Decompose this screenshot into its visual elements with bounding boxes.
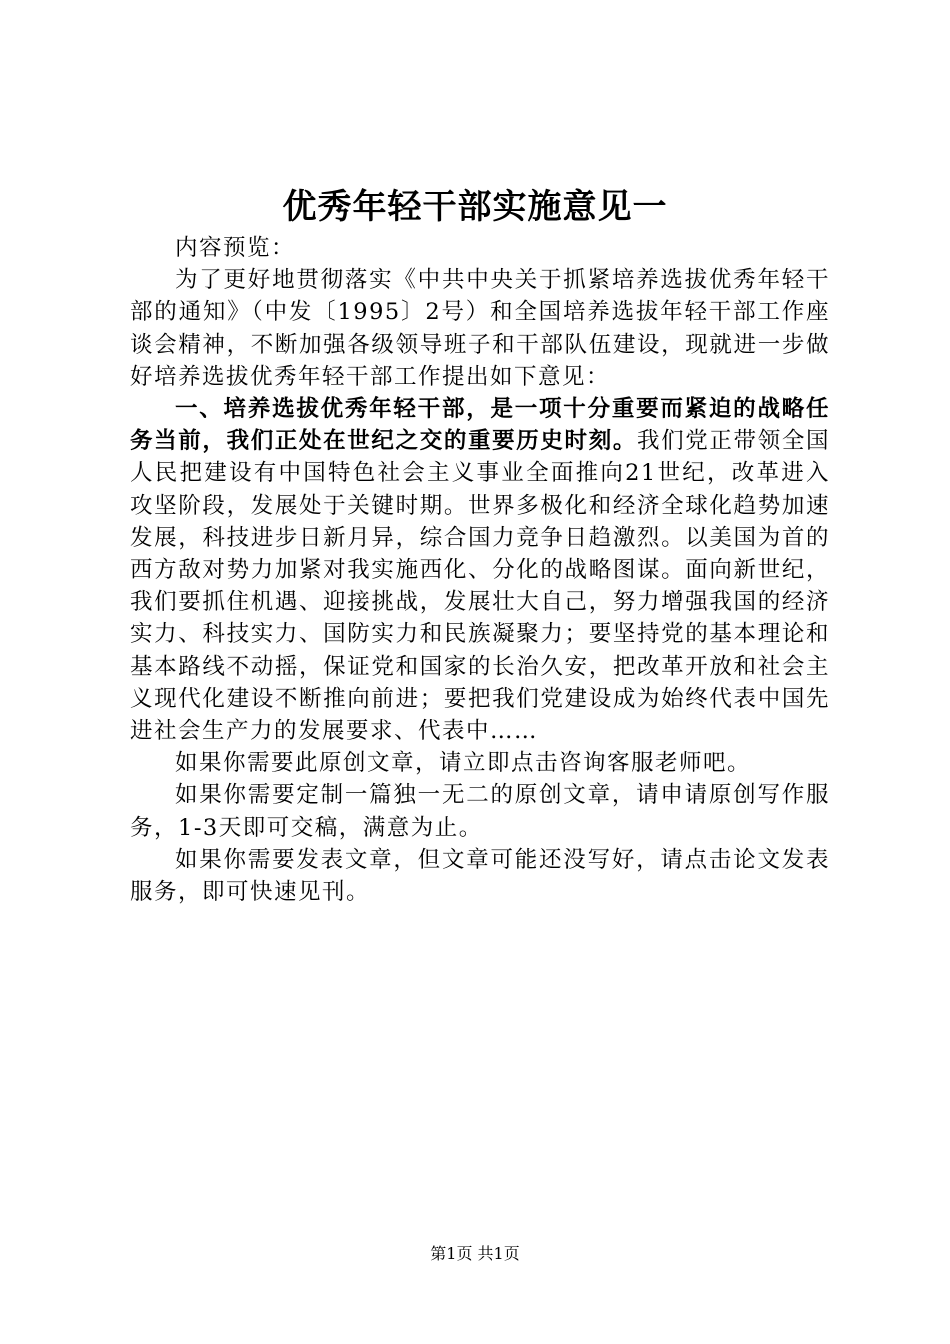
- section-1-heading: 一、培养选拔优秀年轻干部，是一项十分重要而紧迫的战略任务当前，我们正处在世纪之交的重要历史时刻。: [130, 396, 830, 455]
- notice-original-article: 如果你需要此原创文章，请立即点击咨询客服老师吧。: [175, 750, 752, 777]
- notice-publishing-service: 如果你需要发表文章，但文章可能还没写好，请点击论文发表服务，即可快速见刊。: [130, 846, 830, 906]
- intro-paragraph: 为了更好地贯彻落实《中共中央关于抓紧培养选拔优秀年轻干部的通知》（中发〔1995〕2号）和全国培养选拔年轻干部工作座谈会精神，不断加强各级领导班子和干部队伍建设，现就进一步做好培养选拔优秀年轻干部工作提出如下意见：: [130, 267, 830, 390]
- preview-label: 内容预览：: [175, 235, 296, 261]
- notice-custom-writing: 如果你需要定制一篇独一无二的原创文章，请申请原创写作服务，1-3天即可交稿，满意为止。: [130, 782, 830, 841]
- page-footer: 第1页 共1页: [430, 1244, 520, 1263]
- section-1-paragraph: [130, 393, 830, 747]
- document-title: 优秀年轻干部实施意见一: [282, 187, 668, 227]
- document-body: [130, 232, 830, 908]
- section-1-body: 我们党正带领全国人民把建设有中国特色社会主义事业全面推向21世纪，改革进入攻坚阶段，发展处于关键时期。世界多极化和经济全球化趋势加速发展，科技进步日新月异，综合国力竞争日趋激烈。以美国为首的西方敌对势力加紧对我实施西化、分化的战略图谋。面向新世纪，我们要抓住机遇、迎接挑战，发展壮大自己，努力增强我国的经济实力、科技实力、国防实力和民族凝聚力；要坚持党的基本理论和基本路线不动摇，保证党和国家的长治久安，把改革开放和社会主义现代化建设不断推向前进；要把我们党建设成为始终代表中国先进社会生产力的发展要求、代表中……: [130, 428, 830, 745]
